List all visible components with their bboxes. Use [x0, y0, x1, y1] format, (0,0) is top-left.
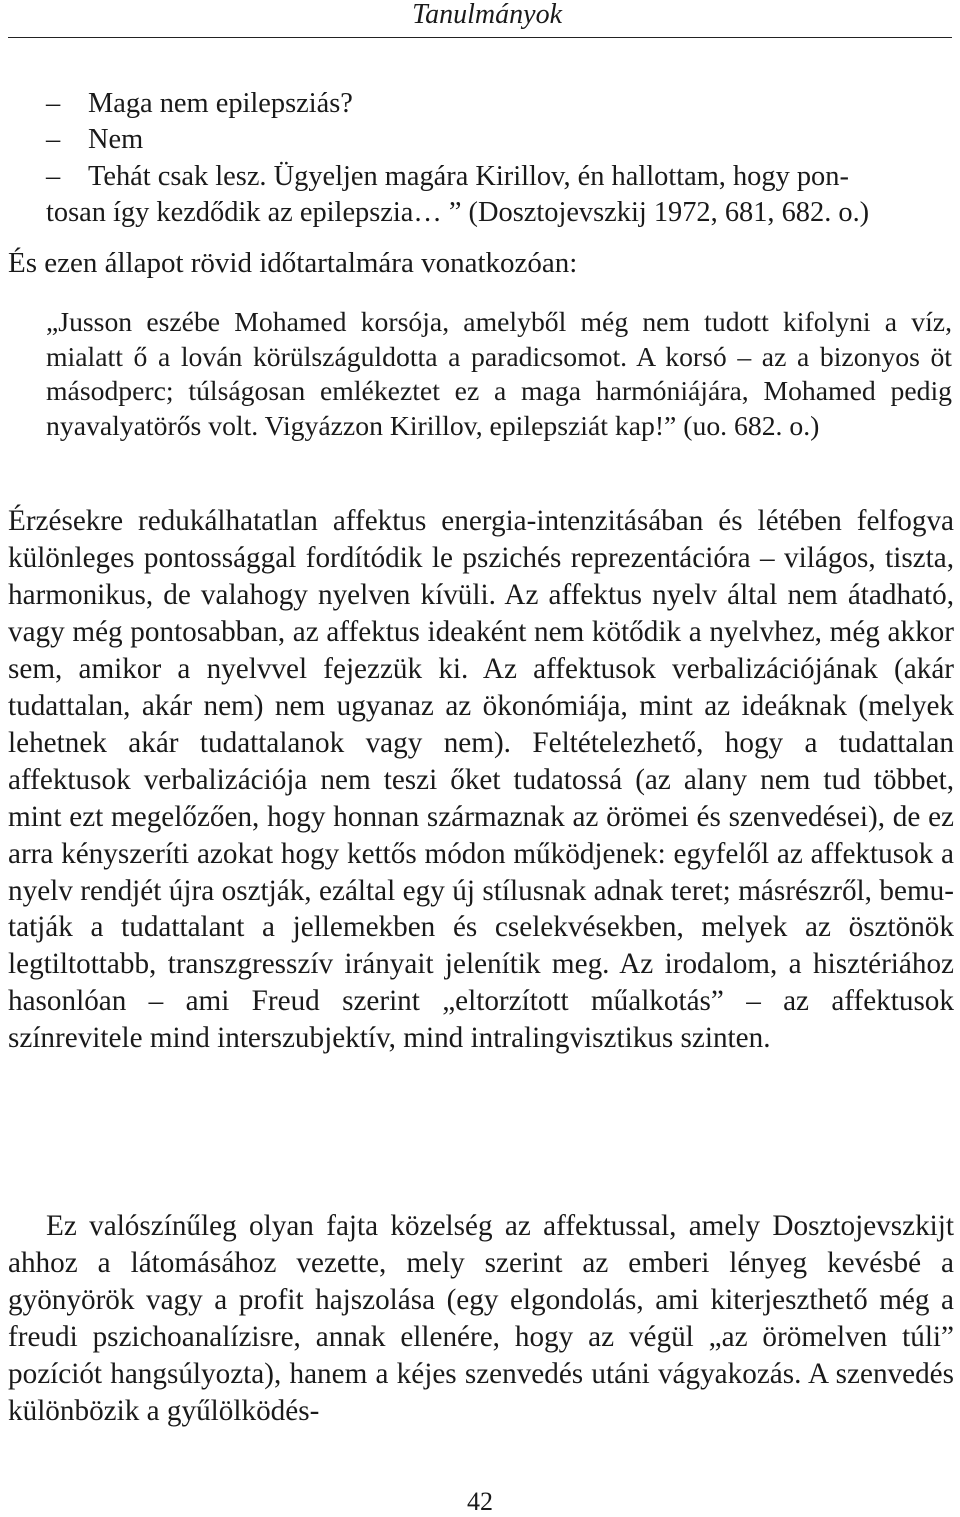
page-number: 42	[467, 1487, 493, 1516]
dialogue-text: Maga nem epilepsziás?	[88, 88, 353, 119]
running-head: Tanulmányok	[412, 0, 562, 30]
dialogue-dash: –	[46, 88, 61, 119]
dialogue-text: Nem	[88, 124, 144, 156]
dialogue-dash: –	[46, 160, 61, 192]
body-paragraph-1: Érzésekre redukálhatatlan affektus energia-intenzitásában és létében felfogva különleges pontossággal fordítódik le pszichés reprezentációra – világos, tiszta, harmonikus, de valahogy nyelven kívüli. Az affektus nyelv által nem átadható, vagy még pontosabban, az affektus ideaként nem kötődik a nyelvhez, még akkor sem, amikor a nyelvvel fejezzük ki. Az affektusok verbalizációjának (akár tudattalan, akár nem) nem ugyanaz az ökonómiája, mint az ideáknak (melyek lehetnek akár tudattalanok vagy nem). Feltételezhető, hogy a tudattalan affektusok verbalizációja nem teszi őket tudatossá (az alany nem tud többet, mint ezt megelőzően, hogy honnan származnak az örömei és szenvedései), de ez arra kényszeríti azokat hogy kettős módon működjenek: egyfelől az affektusok a nyelv rendjét újra osztják, ezáltal egy új stílusnak adnak teret; másrészről, bemutatják a tudattalant a jellemekben és cselekvésekben, melyek az ösztönök legtiltottabb, transzgresszív irányait jelenítik meg. Az irodalom, a hisztériához hasonlóan – ami Freud szerint „eltorzított műalkotás” – az affektusok színrevitele mind interszubjektív, mind intralingvisztikus szinten.	[8, 505, 954, 1055]
dialogue-block	[46, 86, 952, 232]
intro-line: És ezen állapot rövid időtartalmára vonatkozóan:	[8, 247, 578, 279]
dialogue-line	[46, 122, 952, 158]
block-quote: „Jusson eszébe Mohamed korsója, amelyből még nem tudott kifolyni a víz, mialatt ő a lován körülszáguldotta a paradicsomot. A korsó – az a bizonyos öt másodperc; túlságosan emlékeztet ez a maga harmóniájára, Mohamed pedig nyavalyatörős volt. Vigyázzon Kirillov, epilepsziát kap!” (uo. 682. o.)	[46, 306, 952, 441]
dialogue-text: Tehát csak lesz. Ügyeljen magára Kirillov, én hallottam, hogy pon-	[88, 160, 849, 192]
dialogue-line	[46, 159, 952, 195]
page-header	[0, 0, 960, 40]
dialogue-continuation: tosan így kezdődik az epilepszia… ” (Dosztojevszkij 1972, 681, 682. o.)	[46, 197, 870, 229]
header-rule	[8, 37, 952, 38]
dialogue-dash: –	[46, 124, 61, 156]
dialogue-line	[46, 86, 952, 122]
body-paragraph-2: Ez valószínűleg olyan fajta közelség az affektussal, amely Dosztojevszkijt ahhoz a látomásához vezette, mely szerint az emberi lényeg kevésbé a gyönyörök vagy a profit hajszolása (egy elgondolás, ami kiterjeszthető még a freudi pszichoanalízisre, annak ellenére, hogy az végül „az örömelven túli” pozíciót hangsúlyozta), hanem a kéjes szenvedés utáni vágyakozás. A szenvedés különbözik a gyűlölködés-	[8, 1210, 954, 1428]
